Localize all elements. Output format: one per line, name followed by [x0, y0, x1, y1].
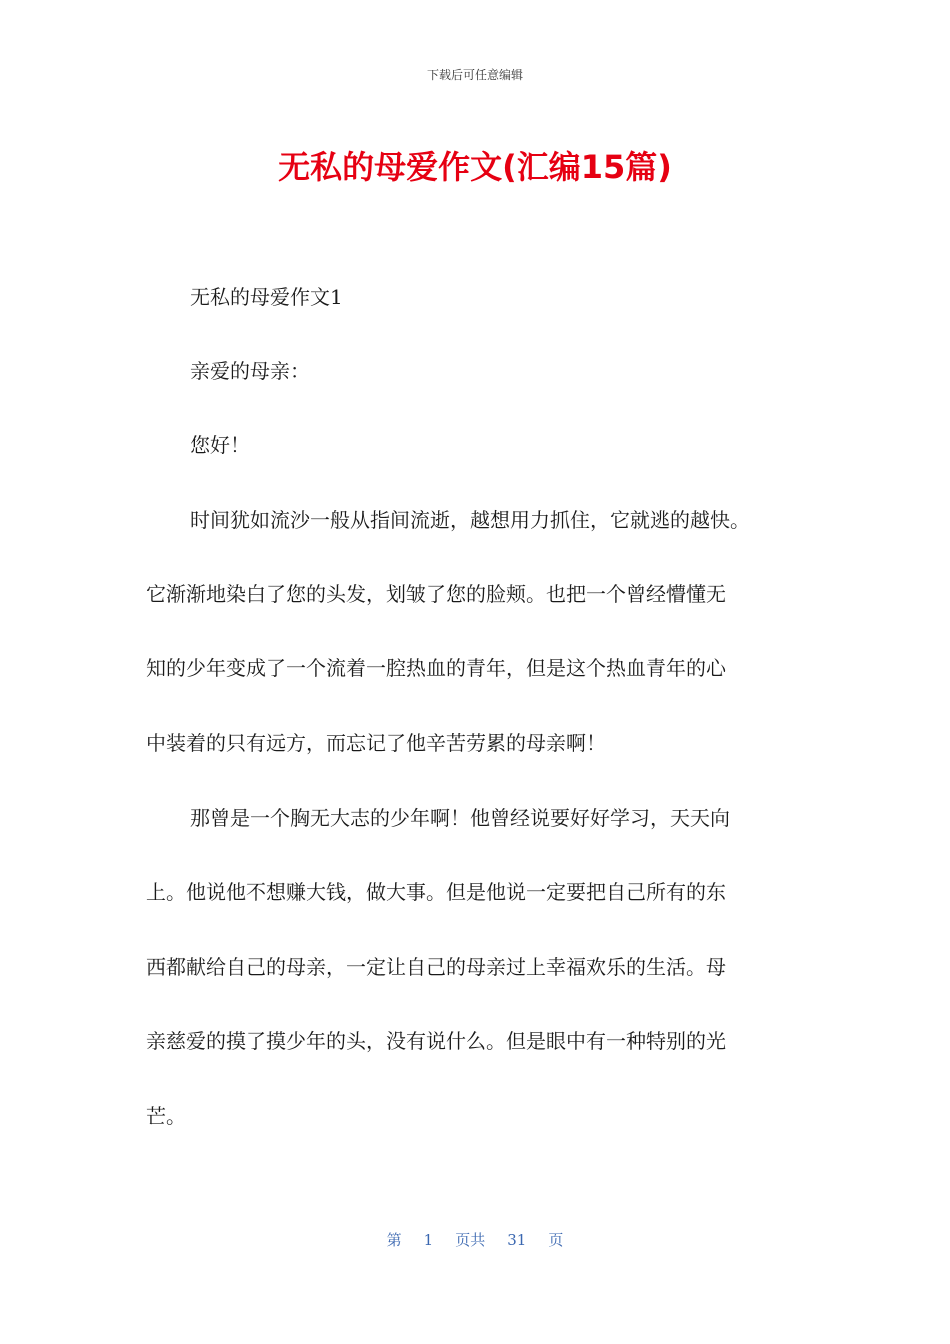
- header-note: 下载后可任意编辑: [426, 68, 523, 82]
- greeting: 您好！: [190, 433, 250, 457]
- paragraph-line: 时间犹如流沙一般从指间流逝，越想用力抓住，它就逃的越快。: [190, 508, 750, 532]
- total-page-count: 31: [507, 1231, 527, 1249]
- paragraph-line: 芒。: [146, 1104, 186, 1128]
- section-heading: 无私的母爱作文1: [190, 285, 343, 309]
- footer-suffix: 页: [548, 1231, 564, 1249]
- document-title: 无私的母爱作文(汇编15篇): [278, 148, 672, 186]
- current-page-number: 1: [423, 1231, 434, 1249]
- paragraph-line: 亲慈爱的摸了摸少年的头，没有说什么。但是眼中有一种特别的光: [146, 1029, 726, 1053]
- footer-prefix: 第: [386, 1231, 402, 1249]
- footer-middle: 页共: [455, 1231, 486, 1249]
- paragraph-line: 那曾是一个胸无大志的少年啊！他曾经说要好好学习，天天向: [190, 806, 730, 830]
- paragraph-line: 中装着的只有远方，而忘记了他辛苦劳累的母亲啊！: [146, 731, 606, 755]
- paragraph-line: 它渐渐地染白了您的头发，划皱了您的脸颊。也把一个曾经懵懂无: [146, 582, 726, 606]
- paragraph-line: 知的少年变成了一个流着一腔热血的青年，但是这个热血青年的心: [146, 656, 726, 680]
- salutation: 亲爱的母亲：: [190, 359, 310, 383]
- paragraph-line: 上。他说他不想赚大钱，做大事。但是他说一定要把自己所有的东: [146, 880, 726, 904]
- page-footer: [0, 1230, 950, 1250]
- paragraph-line: 西都献给自己的母亲，一定让自己的母亲过上幸福欢乐的生活。母: [146, 955, 726, 979]
